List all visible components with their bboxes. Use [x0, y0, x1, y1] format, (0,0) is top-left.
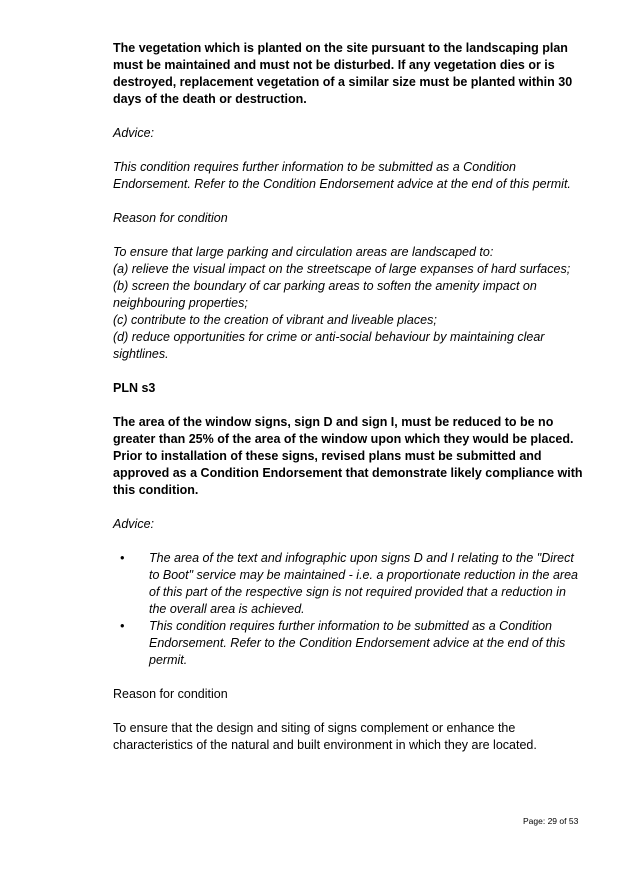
- bullet-text: This condition requires further information to be submitted as a Condition Endorsement. Refer to the Condition Endorsement advice at the end of this permit.: [149, 619, 566, 667]
- advice-heading: Advice:: [113, 517, 154, 531]
- list-item: [113, 550, 583, 618]
- page-number: Page: 29 of 53: [523, 816, 579, 826]
- bullet-icon: •: [120, 551, 125, 565]
- reason-heading: Reason for condition: [113, 211, 228, 225]
- reason-block: [113, 244, 583, 363]
- reason-item-c: (c) contribute to the creation of vibrant and liveable places;: [113, 313, 437, 327]
- condition-heading: PLN s3: [113, 381, 156, 395]
- bullet-icon: •: [120, 619, 125, 633]
- reason-intro: To ensure that large parking and circulation areas are landscaped to:: [113, 245, 494, 259]
- bullet-text: The area of the text and infographic upon signs D and I relating to the "Direct to Boot" service may be maintained - i.e. a proportionate reduction in the area of this part of the respective sign is not required provided that a reduction in the overall area is achieved.: [149, 551, 578, 616]
- reason-heading: Reason for condition: [113, 687, 228, 701]
- list-item: [113, 618, 583, 669]
- advice-bullet-list: [113, 550, 583, 669]
- reason-item-a: (a) relieve the visual impact on the streetscape of large expanses of hard surfaces;: [113, 262, 571, 276]
- advice-text: This condition requires further information to be submitted as a Condition Endorsement. Refer to the Condition Endorsement advice at the end of this permit.: [113, 160, 571, 191]
- reason-text: To ensure that the design and siting of signs complement or enhance the characteristics of the natural and built environment in which they are located.: [113, 721, 537, 752]
- window-signs-condition-text: The area of the window signs, sign D and sign I, must be reduced to be no greater than 25% of the area of the window upon which they would be placed. Prior to installation of these signs, revised plans must be submitted and approved as a Condition Endorsement that demonstrate likely compliance with this condition.: [113, 415, 583, 497]
- page-content: [113, 40, 583, 754]
- reason-item-b: (b) screen the boundary of car parking areas to soften the amenity impact on neighbouring properties;: [113, 279, 537, 310]
- advice-heading: Advice:: [113, 126, 154, 140]
- reason-item-d: (d) reduce opportunities for crime or anti-social behaviour by maintaining clear sightlines.: [113, 330, 545, 361]
- landscaping-condition-text: The vegetation which is planted on the site pursuant to the landscaping plan must be maintained and must not be disturbed. If any vegetation dies or is destroyed, replacement vegetation of a similar size must be planted within 30 days of the death or destruction.: [113, 41, 573, 106]
